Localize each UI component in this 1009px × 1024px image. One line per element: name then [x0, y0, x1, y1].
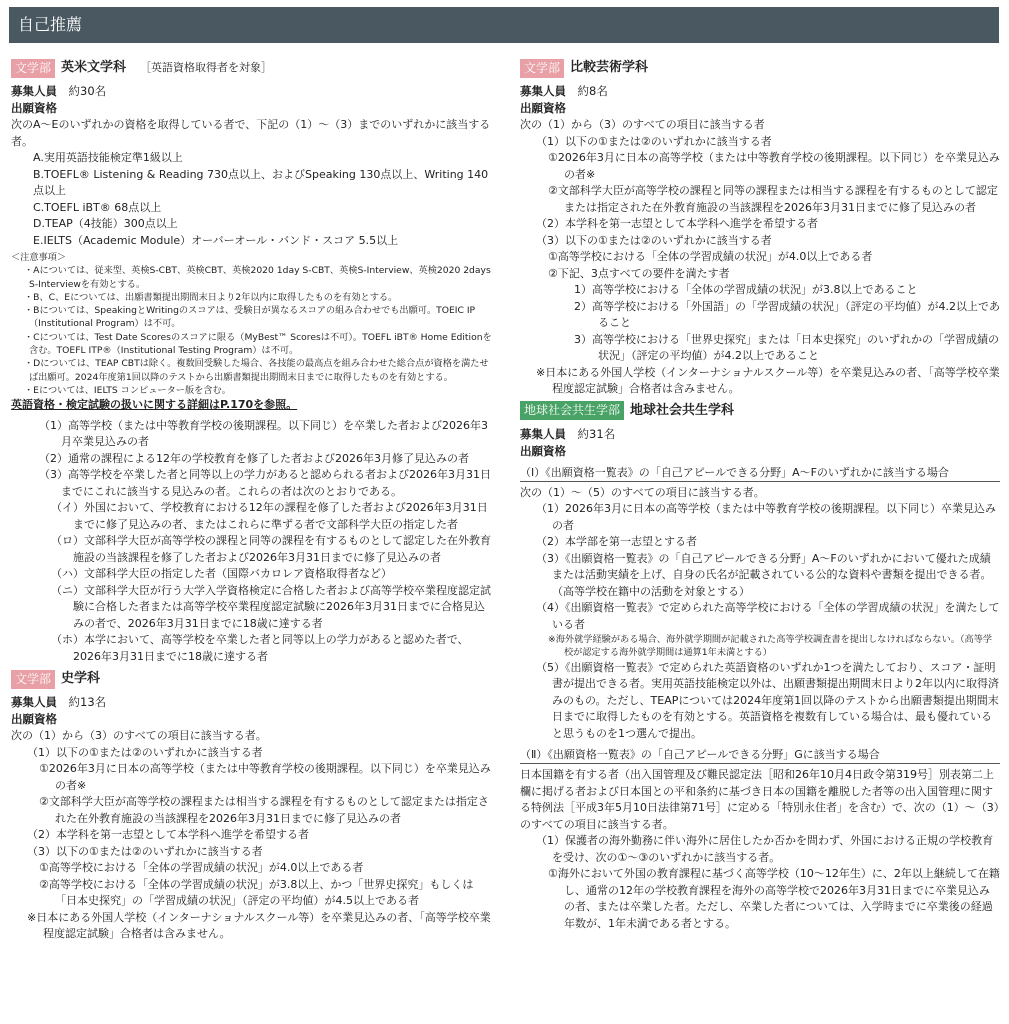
note-item: ・B、C、Eについては、出願書類提出期間末日より2年以内に取得したものを有効とする。: [24, 291, 398, 303]
note-item: ・Dについては、TEAP CBTは除く。複数回受験した場合、各技能の最高点を組み合わせた総合点が資格を満たせば出願可。2024年度第1回以降のテストから出願書類提出期間末日までに取得したものを有効とする。: [24, 358, 489, 383]
condition-item: （4）《出願資格一覧表》で定められた高等学校における「全体の学習成績の状況」を満たしている者: [536, 601, 1000, 631]
detail-reference: 英語資格・検定試験の扱いに関する詳細はP.170を参照。: [11, 398, 298, 412]
qualification-heading: 出願資格: [520, 443, 566, 458]
condition-item: （2）本学部を第一志望とする者: [536, 535, 697, 548]
quota-line: 募集人員 約8名: [520, 84, 608, 98]
sub-condition-item: ①2026年3月に日本の高等学校（または中等教育学校の後期課程。以下同じ）を卒業見込みの者※: [39, 762, 491, 792]
sub-condition-item: ①海外において外国の教育課程に基づく高等学校（10～12年生）に、2年以上継続して在籍し、通常の12年の学校教育課程を海外の高等学校で2026年3月31日までに卒業見込みの者、または卒業した者。ただし、卒業した者については、入学時までに卒業後の経過年数が、1年未満である者とする。: [548, 867, 1000, 930]
test-item: B.TOEFL® Listening & Reading 730点以上、およびSpeaking 130点以上、Writing 140点以上: [33, 167, 489, 197]
page-header: 自己推薦: [9, 7, 999, 43]
sub-condition-item: （ハ）文部科学大臣の指定した者（国際バカロレア資格取得者など）: [51, 567, 392, 581]
faculty-badge: 地球社会共生学部: [520, 401, 624, 420]
qualification-heading: 出願資格: [11, 101, 57, 115]
requirement-item: 3）高等学校における「世界史探究」または「日本史探究」のいずれかの「学習成績の状況」（評定の平均値）が4.2以上であること: [574, 332, 999, 362]
note-item: ・Aについては、従来型、英検S-CBT、英検CBT、英検2020 1day S-CBT、英検S-Interview、英検2020 2days S-Interviewを有効とする。: [24, 265, 491, 290]
section-heading: （Ⅱ）《出願資格一覧表》の「自己アピールできる分野」Gに該当する場合: [520, 746, 1000, 764]
sub-condition-item: （ロ）文部科学大臣が高等学校の課程と同等の課程を有するものとして認定した在外教育施設の当該課程を修了した者および2026年3月31日までに修了見込みの者: [51, 534, 491, 564]
condition-item: （3）以下の①または②のいずれかに該当する者: [536, 233, 772, 247]
department-name: 史学科: [61, 671, 101, 687]
eibei-title: [11, 58, 495, 78]
sub-condition-item: （イ）外国において、学校教育における12年の課程を修了した者および2026年3月31日までに修了見込みの者、またはこれらに準ずる者で文部科学大臣の指定した者: [51, 501, 488, 531]
department-name: 英米文学科: [61, 60, 127, 75]
condition-item: （1）高等学校（または中等教育学校の後期課程。以下同じ）を卒業した者および2026年3月卒業見込みの者: [39, 418, 488, 449]
sub-condition-item: ②高等学校における「全体の学習成績の状況」が3.8以上、かつ「世界史探究」もしくは「日本史探究」の「学習成績の状況」（評定の平均値）が4.5以上である者: [39, 877, 474, 908]
faculty-badge: 文学部: [520, 59, 564, 78]
sub-condition-item: ②文部科学大臣が高等学校の課程と同等の課程または相当する課程を有するものとして認定または指定された在外教育施設の当該課程を2026年3月31日までに修了見込みの者: [548, 184, 998, 214]
sub-condition-item: （ホ）本学において、高等学校を卒業した者と同等以上の学力があると認めた者で、2026年3月31日までに18歳に達する者: [51, 633, 469, 663]
left-column: [11, 58, 495, 943]
sub-condition-item: （ニ）文部科学大臣が行う大学入学資格検定に合格した者および高等学校卒業程度認定試験に合格した者または高等学校卒業程度認定試験に2026年3月31日までに合格見込みの者で、2026年3月31日までに18歳に達する者: [51, 583, 491, 630]
chikyu-title: [520, 401, 1000, 421]
condition-item: （1）2026年3月に日本の高等学校（または中等教育学校の後期課程。以下同じ）卒業見込みの者: [536, 502, 996, 532]
quota-line: 募集人員 約30名: [11, 84, 107, 98]
sub-condition-item: ②下記、3点すべての要件を満たす者: [548, 266, 730, 280]
qualification-intro: 次の（1）から（3）のすべての項目に該当する者。: [11, 729, 267, 743]
condition-item: （5）《出願資格一覧表》で定められた英語資格のいずれか1つを満たしており、スコア・証明書が提出できる者。実用英語技能検定以外は、出願書類提出期間末日より2年以内に取得済みのもの。ただし、TEAPについては2024年度第1回以降のテストから出願書類提出期間末日までに取得したものを有効とする。英語資格を複数有している場合は、最も優れていると思うものを1つ選んで提出。: [536, 660, 999, 740]
shigaku-title: [11, 669, 495, 689]
note-item: ・Cについては、Test Date Scoresのスコアに限る（MyBest™ Scoresは不可）。TOEFL iBT® Home Editionを含む。TOEFL ITP®（Institutional Testing Program）は不可。: [24, 331, 492, 357]
notes-title: ＜注意事項＞: [11, 252, 67, 263]
quota-line: 募集人員 約31名: [520, 426, 616, 441]
requirement-item: 1）高等学校における「全体の学習成績の状況」が3.8以上であること: [574, 283, 918, 296]
condition-note: ※海外就学経験がある場合、海外就学期間が記載された高等学校調査書を提出しなければならない。（高等学校が認定する海外就学期間は通算1年未満とする）: [548, 634, 993, 659]
sub-condition-item: ①高等学校における「全体の学習成績の状況」が4.0以上である者: [548, 250, 873, 263]
qualification-intro: 次の（1）～（5）のすべての項目に該当する者。: [520, 485, 765, 499]
right-column: [520, 58, 1000, 932]
sub-condition-item: ②文部科学大臣が高等学校の課程または相当する課程を有するものとして認定または指定された在外教育施設の当該課程を2026年3月31日までに修了見込みの者: [39, 795, 489, 825]
condition-item: （3）高等学校を卒業した者と同等以上の学力があると認められる者および2026年3月31日までにこれに該当する見込みの者。これらの者は次のとおりである。: [39, 468, 491, 498]
condition-item: （2）本学科を第一志望として本学科へ進学を希望する者: [27, 828, 309, 842]
footnote: ※日本にある外国人学校（インターナショナルスクール等）を卒業見込みの者、「高等学校卒業程度認定試験」合格者は含みません。: [27, 910, 491, 941]
qualification-intro: 次の（1）から（3）のすべての項目に該当する者: [520, 118, 765, 131]
qualification-heading: 出願資格: [11, 712, 57, 727]
quota-line: 募集人員 約13名: [11, 695, 107, 710]
sub-condition-item: ①2026年3月に日本の高等学校（または中等教育学校の後期課程。以下同じ）を卒業見込みの者※: [548, 151, 1000, 181]
qualification-intro: 日本国籍を有する者（出入国管理及び難民認定法［昭和26年10月4日政令第319号］別表第二上欄に掲げる者および日本国との平和条約に基づき日本の国籍を離脱した者等の出入国管理に関する特例法［平成3年5月10日法律第71号］に定める「特別永住者」を含む）で、次の（1）～（3）のすべての項目に該当する者。: [520, 768, 1000, 831]
requirement-item: 2）高等学校における「外国語」の「学習成績の状況」（評定の平均値）が4.2以上であること: [574, 299, 1000, 329]
department-name: 地球社会共生学科: [630, 402, 735, 418]
condition-item: （1）保護者の海外勤務に伴い海外に居住したか否かを問わず、外国における正規の学校教育を受け、次の①～③のいずれかに該当する者。: [536, 834, 994, 864]
condition-item: （3）以下の①または②のいずれかに該当する者: [27, 844, 263, 858]
test-item: E.IELTS（Academic Module）オーバーオール・バンド・スコア 5.5以上: [33, 233, 399, 247]
section-heading: （Ⅰ）《出願資格一覧表》の「自己アピールできる分野」A～Fのいずれかに該当する場合: [520, 464, 1000, 482]
target-note: ［英語資格取得者を対象］: [140, 61, 273, 74]
condition-item: （1）以下の①または②のいずれかに該当する者: [27, 745, 263, 759]
hikaku-title: [520, 58, 1000, 78]
note-item: ・Bについては、SpeakingとWritingのスコアは、受験日が異なるスコアの組み合わせでも出願可。TOEIC IP（Institutional Program）は不可。: [24, 305, 476, 330]
condition-item: （2）本学科を第一志望として本学科へ進学を希望する者: [536, 217, 818, 230]
condition-item: （2）通常の課程による12年の学校教育を修了した者および2026年3月修了見込みの者: [39, 451, 469, 465]
sub-condition-item: ①高等学校における「全体の学習成績の状況」が4.0以上である者: [39, 861, 364, 875]
faculty-badge: 文学部: [11, 59, 55, 78]
test-item: C.TOEFL iBT® 68点以上: [33, 200, 162, 214]
qualification-heading: 出願資格: [520, 101, 566, 115]
condition-item: （3）《出願資格一覧表》の「自己アピールできる分野」A～Fのいずれかにおいて優れた成績または活動実績を上げ、自身の氏名が記載されている公的な資料や書類を提出できる者。（高等学校在籍中の活動を対象とする）: [536, 551, 992, 598]
test-item: A.実用英語技能検定準1級以上: [33, 151, 183, 164]
department-name: 比較芸術学科: [570, 60, 649, 75]
footnote: ※日本にある外国人学校（インターナショナルスクール等）を卒業見込みの者、「高等学校卒業程度認定試験」合格者は含みません。: [536, 365, 1000, 395]
note-item: ・Eについては、IELTS コンピューター版を含む。: [24, 384, 231, 396]
test-item: D.TEAP（4技能）300点以上: [33, 217, 178, 230]
faculty-badge: 文学部: [11, 670, 55, 689]
qualification-intro: 次のA～Eのいずれかの資格を取得している者で、下記の（1）～（3）までのいずれかに該当する者。: [11, 118, 491, 148]
condition-item: （1）以下の①または②のいずれかに該当する者: [536, 134, 772, 148]
